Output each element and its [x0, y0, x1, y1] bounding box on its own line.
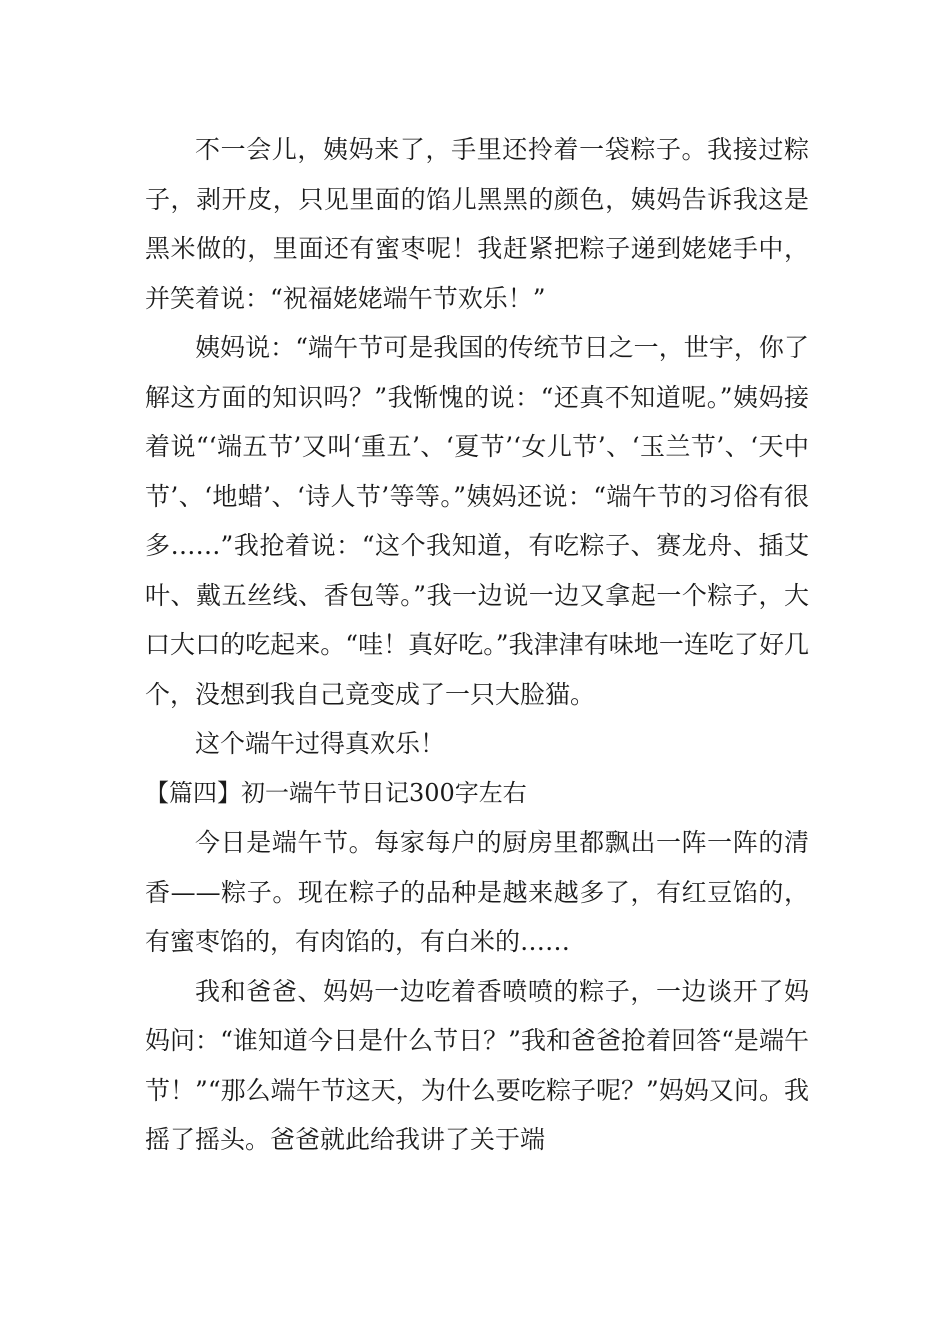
paragraph-happy-festival: 这个端午过得真欢乐！ [195, 729, 446, 758]
paragraph-festival-knowledge: 姨妈说：“端午节可是我国的传统节日之一，世宇，你了解这方面的知识吗？”我惭愧的说：“还真不知道呢。”姨妈接着说“‘端五节’又叫‘重五’、‘夏节’‘女儿节’、‘玉兰节’、‘天中节’、‘地蜡’、‘诗人节’等等。”姨妈还说：“端午节的习俗有很多……”我抢着说：“这个我知道，有吃粽子、赛龙舟、插艾叶、戴五丝线、香包等。”我一边说一边又拿起一个粽子，大口大口的吃起来。“哇！真好吃。”我津津有味地一连吃了好几个，没想到我自己竟变成了一只大脸猫。 [145, 333, 809, 709]
document-page [145, 125, 809, 1165]
section-heading-part-four: 【篇四】初一端午节日记300字左右 [145, 778, 527, 807]
paragraph-aunt-arrives: 不一会儿，姨妈来了，手里还拎着一袋粽子。我接过粽子，剥开皮，只见里面的馅儿黑黑的颜色，姨妈告诉我这是黑米做的，里面还有蜜枣呢！我赶紧把粽子递到姥姥手中，并笑着说：“祝福姥姥端午节欢乐！” [145, 135, 809, 313]
paragraph-family-conversation: 我和爸爸、妈妈一边吃着香喷喷的粽子，一边谈开了妈妈问：“谁知道今日是什么节日？”我和爸爸抢着回答“是端午节！”“那么端午节这天，为什么要吃粽子呢？”妈妈又问。我摇了摇头。爸爸就此给我讲了关于端 [145, 976, 809, 1154]
paragraph-zongzi-varieties: 今日是端午节。每家每户的厨房里都飘出一阵一阵的清香——粽子。现在粽子的品种是越来越多了，有红豆馅的，有蜜枣馅的，有肉馅的，有白米的…… [145, 828, 809, 956]
